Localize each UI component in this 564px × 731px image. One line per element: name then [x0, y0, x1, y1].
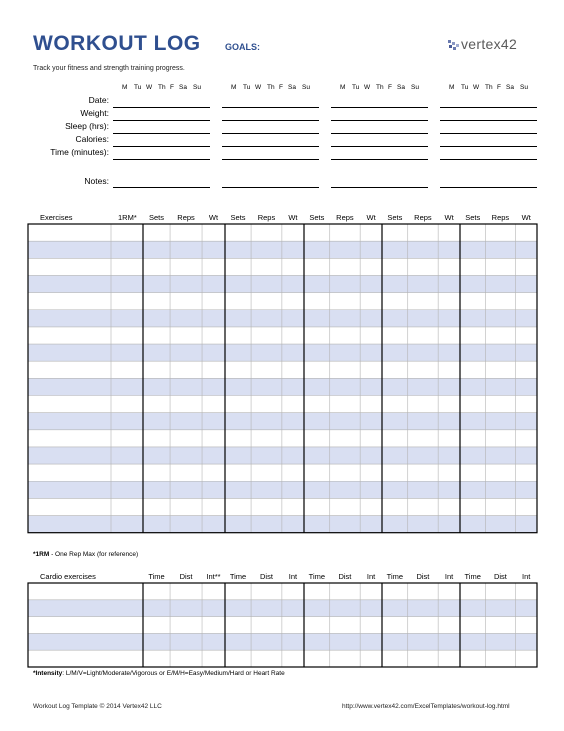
- column-header: Time: [308, 572, 326, 581]
- column-header: Reps: [177, 213, 195, 222]
- note-text: - One Rep Max (for reference): [49, 551, 139, 558]
- column-header: Reps: [414, 213, 432, 222]
- info-label: Time (minutes):: [50, 147, 109, 157]
- weekday-label: Sa: [397, 84, 405, 91]
- column-header: Exercises: [40, 213, 73, 222]
- shaded-row: [28, 241, 537, 258]
- intensity-note: [33, 670, 285, 677]
- weekday-label: Tu: [243, 84, 251, 91]
- goals-label: GOALS:: [225, 42, 260, 52]
- column-header: Reps: [336, 213, 354, 222]
- shaded-row: [28, 516, 537, 533]
- weekday-label: Su: [302, 84, 310, 91]
- footer-url[interactable]: http://www.vertex42.com/ExcelTemplates/workout-log.html: [342, 703, 510, 710]
- column-header: Wt: [444, 213, 454, 222]
- column-header: Reps: [491, 213, 510, 222]
- weekday-label: W: [255, 84, 262, 91]
- column-header: Sets: [387, 213, 403, 222]
- info-label: Sleep (hrs):: [65, 121, 109, 131]
- shaded-row: [28, 275, 537, 292]
- column-header: Sets: [309, 213, 325, 222]
- column-header: Wt: [208, 213, 219, 222]
- column-header: Time: [386, 572, 404, 581]
- column-header: Dist: [338, 572, 352, 581]
- logo-text: vertex42: [461, 36, 518, 52]
- weekday-label: Tu: [134, 84, 142, 91]
- weekday-label: W: [364, 84, 371, 91]
- info-label: Date:: [88, 95, 109, 105]
- note-term: *Intensity: [33, 670, 63, 677]
- shaded-row: [28, 310, 537, 327]
- shaded-row: [28, 600, 537, 617]
- weekday-label: Tu: [352, 84, 360, 91]
- shaded-row: [28, 413, 537, 430]
- note-text: : L/M/V=Light/Moderate/Vigorous or E/M/H=Easy/Medium/Hard or Heart Rate: [62, 670, 285, 677]
- column-header: Sets: [149, 213, 165, 222]
- column-header: Int: [366, 572, 376, 581]
- column-header: Cardio exercises: [40, 572, 96, 581]
- subtitle: Track your fitness and strength training progress.: [33, 65, 185, 72]
- column-header: Int: [522, 572, 531, 581]
- info-label: Calories:: [75, 134, 109, 144]
- column-header: Sets: [230, 213, 246, 222]
- info-label: Weight:: [80, 108, 109, 118]
- weekday-label: W: [473, 84, 480, 91]
- page-title: WORKOUT LOG: [33, 32, 201, 55]
- column-header: Time: [464, 572, 481, 581]
- shaded-row: [28, 481, 537, 498]
- weekday-label: Th: [158, 84, 166, 91]
- column-header: Sets: [465, 213, 481, 222]
- column-header: Dist: [416, 572, 430, 581]
- column-header: Dist: [493, 572, 507, 581]
- weekday-label: F: [497, 84, 501, 91]
- weekday-label: Su: [193, 84, 201, 91]
- column-header: Wt: [288, 213, 298, 222]
- column-header: Dist: [260, 572, 273, 581]
- weekday-label: Sa: [506, 84, 514, 91]
- weekday-label: M: [449, 84, 455, 91]
- weekday-label: M: [340, 84, 346, 91]
- column-header: Int**: [206, 572, 221, 581]
- weekday-label: M: [122, 84, 128, 91]
- shaded-row: [28, 378, 537, 395]
- weekday-label: Sa: [179, 84, 187, 91]
- weekday-label: Tu: [461, 84, 469, 91]
- column-header: Dist: [179, 572, 193, 581]
- column-header: Wt: [366, 213, 376, 222]
- column-header: Reps: [257, 213, 276, 222]
- table-border: [28, 583, 537, 667]
- shaded-row: [28, 344, 537, 361]
- weekday-label: F: [388, 84, 392, 91]
- weekday-label: Su: [411, 84, 419, 91]
- one-rep-max-note: [33, 551, 138, 558]
- shaded-row: [28, 633, 537, 650]
- shaded-row: [28, 447, 537, 464]
- weekday-label: F: [170, 84, 174, 91]
- notes-label: Notes:: [84, 176, 109, 186]
- weekday-label: Sa: [288, 84, 296, 91]
- weekday-label: Su: [520, 84, 528, 91]
- column-header: Time: [148, 572, 165, 581]
- weekday-label: W: [146, 84, 153, 91]
- column-header: 1RM*: [118, 213, 137, 222]
- column-header: Int: [288, 572, 298, 581]
- column-header: Int: [444, 572, 454, 581]
- footer-copyright: Workout Log Template © 2014 Vertex42 LLC: [33, 703, 162, 710]
- weekday-label: Th: [485, 84, 493, 91]
- column-header: Wt: [521, 213, 531, 222]
- note-term: *1RM: [33, 551, 50, 558]
- weekday-label: Th: [267, 84, 275, 91]
- weekday-label: Th: [376, 84, 384, 91]
- weekday-label: M: [231, 84, 237, 91]
- column-header: Time: [229, 572, 247, 581]
- weekday-label: F: [279, 84, 283, 91]
